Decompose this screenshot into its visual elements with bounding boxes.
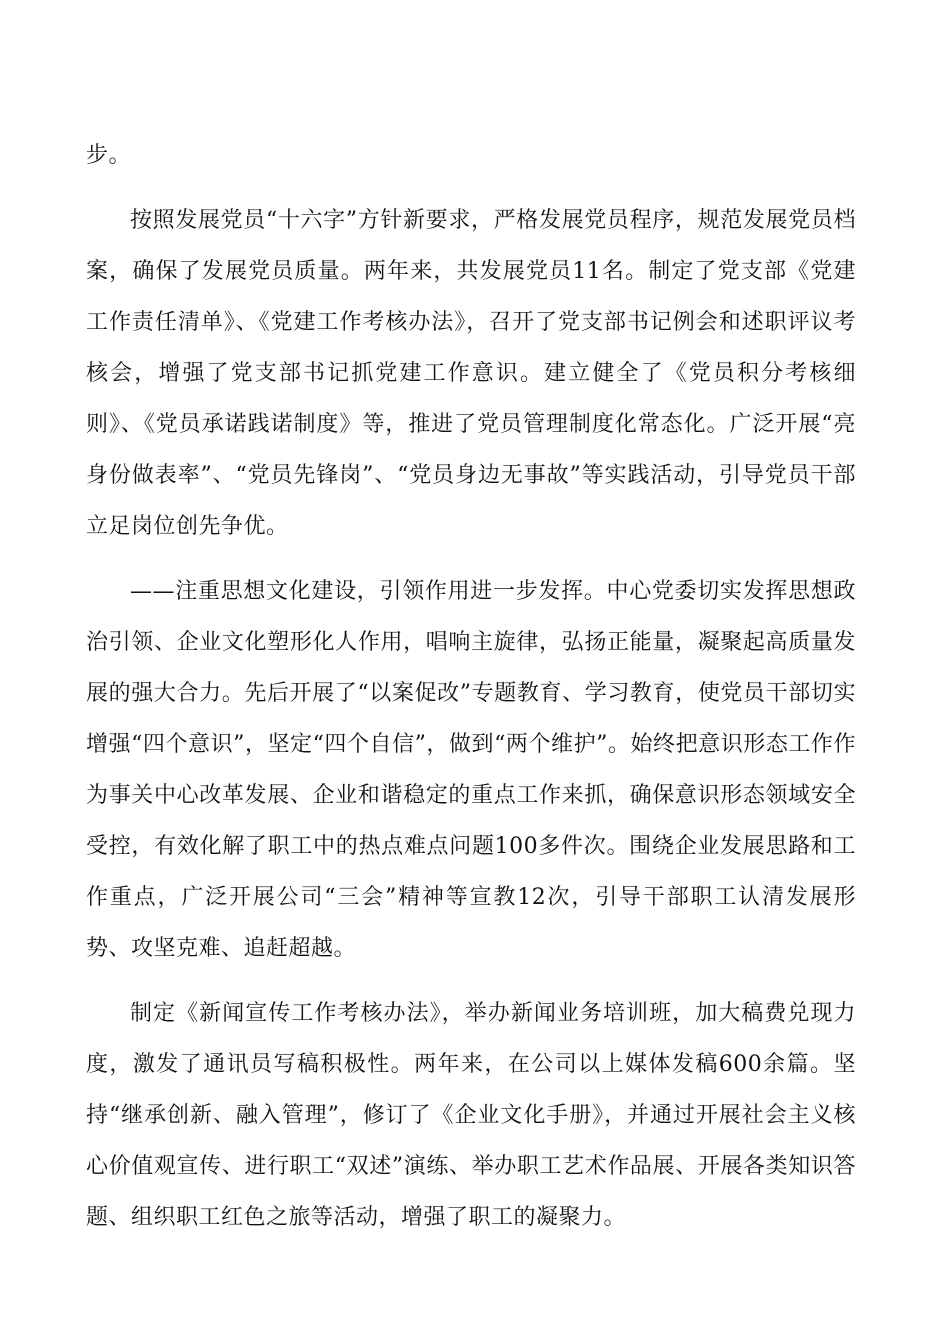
paragraph-party-member-development: 按照发展党员“十六字”方针新要求，严格发展党员程序，规范发展党员档案，确保了发展党员质量。两年来，共发展党员11名。制定了党支部《党建工作责任清单》、《党建工作考核办法》，召开了党支部书记例会和述职评议考核会，增强了党支部书记抓党建工作意识。建立健全了《党员积分考核细则》、《党员承诺践诺制度》等，推进了党员管理制度化常态化。广泛开展“亮身份做表率”、“党员先锋岗”、“党员身边无事故”等实践活动，引导党员干部立足岗位创先争优。 <box>86 208 856 539</box>
paragraph-ideological-culture: ——注重思想文化建设，引领作用进一步发挥。中心党委切实发挥思想政治引领、企业文化塑形化人作用，唱响主旋律，弘扬正能量，凝聚起高质量发展的强大合力。先后开展了“以案促改”专题教育、学习教育，使党员干部切实增强“四个意识”，坚定“四个自信”，做到“两个维护”。始终把意识形态工作作为事关中心改革发展、企业和谐稳定的重点工作来抓，确保意识形态领域安全受控，有效化解了职工中的热点难点问题100多件次。围绕企业发展思路和工作重点，广泛开展公司“三会”精神等宣教12次，引导干部职工认清发展形势、攻坚克难、追赶超越。 <box>86 579 856 961</box>
paragraph-news-publicity: 制定《新闻宣传工作考核办法》，举办新闻业务培训班，加大稿费兑现力度，激发了通讯员写稿积极性。两年来，在公司以上媒体发稿600余篇。坚持“继承创新、融入管理”，修订了《企业文化手册》，并通过开展社会主义核心价值观宣传、进行职工“双述”演练、举办职工艺术作品展、开展各类知识答题、组织职工红色之旅等活动，增强了职工的凝聚力。 <box>86 1001 856 1230</box>
paragraph-continuation: 步。 <box>86 143 132 168</box>
document-body <box>86 130 856 1257</box>
